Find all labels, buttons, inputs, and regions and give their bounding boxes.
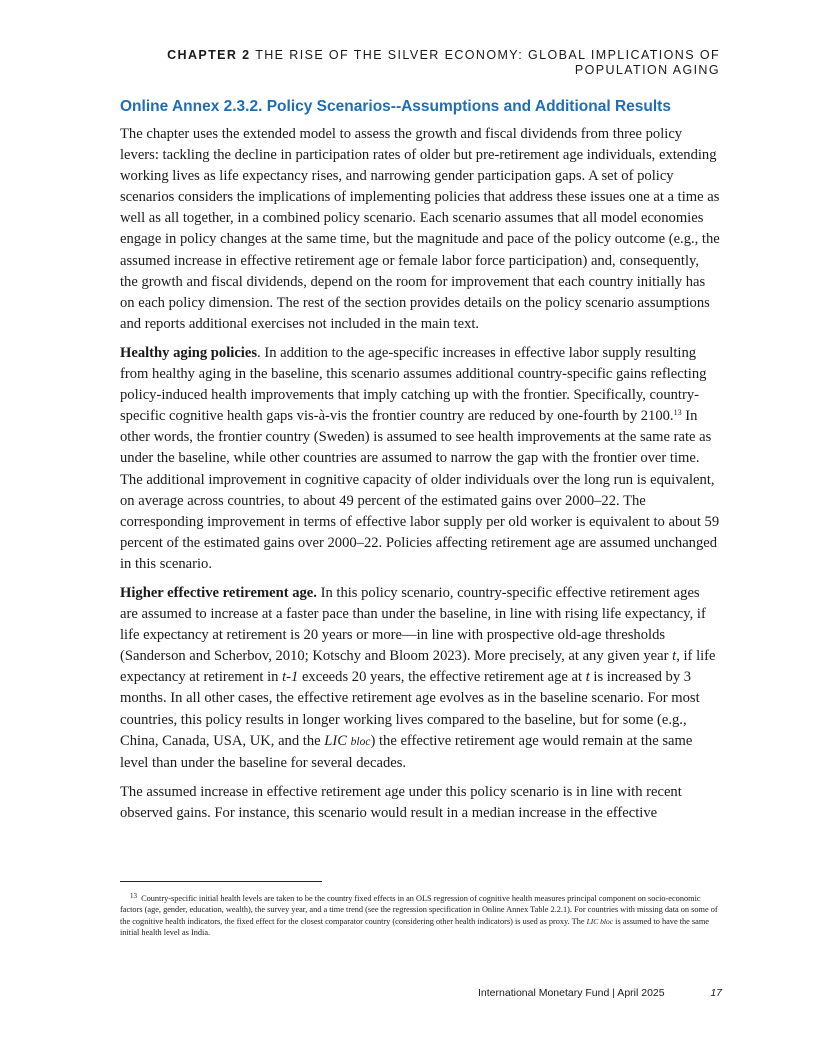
paragraph-text: . In addition to the age-specific increases in effective labor supply resulting from healthy aging in the baseline, this scenario assumes additional country-specific gains reflecting policy-induced health improvements that imply catching up with the frontier. Specifically, country-specific cognitive health gaps vis-à-vis the frontier country are reduced by one-fourth by 2100. <box>120 344 707 425</box>
body-text <box>120 124 720 832</box>
annex-title: Online Annex 2.3.2. Policy Scenarios--Assumptions and Additional Results <box>120 98 671 115</box>
paragraph-healthy-aging <box>120 343 720 575</box>
page-footer <box>478 987 722 999</box>
italic-variable: t <box>672 648 677 665</box>
chapter-title-line-2: POPULATION AGING <box>574 63 720 77</box>
paragraph-retirement-age <box>120 583 720 774</box>
italic-variable: t <box>585 669 590 686</box>
header-line-1 <box>80 48 720 63</box>
footnote-number: 13 <box>130 892 137 900</box>
paragraph-text: , if life expectancy at retirement in <box>120 648 716 686</box>
paragraph-lead-healthy-aging: Healthy aging policies <box>120 344 258 361</box>
chapter-title-line-1: THE RISE OF THE SILVER ECONOMY: GLOBAL IMPLICATIONS OF <box>255 48 720 62</box>
paragraph-text: exceeds 20 years, the effective retirement age at <box>298 669 586 686</box>
paragraph-text: In other words, the frontier country (Sweden) is assumed to see health improvements at the same rate as under the baseline, while other countries are assumed to narrow the gap with the frontier over time. The additional improvement in cognitive capacity of older individuals over the long run is equivalent, on average across countries, to about 49 percent of the estimated gains over 2000–22. The corresponding improvement in terms of effective labor supply per old worker is equivalent to about 59 percent of the estimated gains over 2000–22. Policies affecting retirement age are assumed unchanged in this scenario. <box>120 408 720 572</box>
chapter-label: CHAPTER 2 <box>167 48 251 62</box>
footnote-13 <box>120 893 720 938</box>
footnote-text: is assumed to have the same initial health level as India. <box>120 916 709 937</box>
running-header <box>80 48 720 78</box>
footnote-divider <box>120 881 322 882</box>
footer-publisher: International Monetary Fund | April 2025 <box>478 987 665 999</box>
italic-term-small: bloc <box>350 735 371 748</box>
paragraph-text: is increased by 3 months. In all other cases, the effective retirement age evolves as in the baseline scenario. For most countries, this policy results in longer working lives compared to the baseline, but for some (e.g., China, Canada, USA, UK, and the <box>120 669 700 749</box>
italic-term: LIC <box>324 732 351 749</box>
paragraph-recent-gains: The assumed increase in effective retirement age under this policy scenario is in line with recent observed gains. For instance, this scenario would result in a median increase in the effective <box>120 783 682 821</box>
paragraph-intro: The chapter uses the extended model to assess the growth and fiscal dividends from three policy levers: tackling the decline in participation rates of older but pre-retirement age individuals, extending working lives as life expectancy rises, and narrowing gender participation gaps. A set of policy scenarios considers the implications of implementing policies that address these issues one at a time as well as all together, in a combined policy scenario. Each scenario assumes that all model economies engage in policy changes at the same time, but the magnitude and pace of the policy outcome (e.g., the assumed increase in effective retirement age or female labor force participation) and, consequently, the growth and fiscal dividends, depend on the room for improvement that each country initially has on each policy dimension. The rest of the section provides details on the policy scenario assumptions and reports additional exercises not included in the main text. <box>120 126 720 332</box>
italic-variable: t-1 <box>282 669 299 686</box>
paragraph-text: In this policy scenario, country-specific effective retirement ages are assumed to increase at a faster pace than under the baseline, in line with rising life expectancy, if life expectancy at retirement is 20 years or more—in line with prospective old-age thresholds (Sanderson and Scherbov, 2010; Kotschy and Bloom 2023). More precisely, at any given year <box>120 584 706 665</box>
footnote-reference[interactable]: 13 <box>673 408 682 418</box>
page-number: 17 <box>710 987 722 999</box>
paragraph-lead-retirement-age: Higher effective retirement age. <box>120 584 317 601</box>
footnote-text: Country-specific initial health levels are taken to be the country fixed effects in an OLS regression of cognitive health measures principal component on socio-economic factors (age, gender, education, wealth), the survey year, and a time trend (see the regression specification in Online Annex Table 2.2.1). For countries with missing data on some of the cognitive health indicators, the fixed effect for the closest comparator country (considering other health indicators) is used as proxy. The <box>120 894 718 926</box>
footnote-italic-term: LIC bloc <box>586 916 614 926</box>
paragraph-text: ) the effective retirement age would remain at the same level than under the baseline for several decades. <box>120 732 693 771</box>
